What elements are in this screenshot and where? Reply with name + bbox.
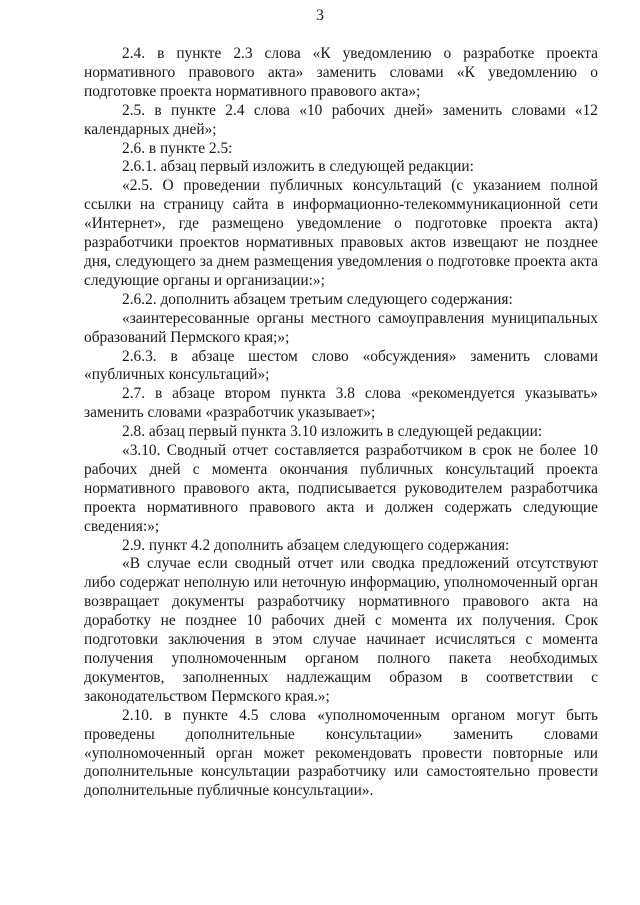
paragraph-2-6-1: 2.6.1. абзац первый изложить в следующей редакции: [122, 158, 474, 176]
paragraph-2-6: 2.6. в пункте 2.5: [122, 139, 233, 157]
paragraph-2-4: 2.4. в пункте 2.3 слова «К уведомлению о разработке проекта нормативного правового акта» заменить словами «К уведомлению о подготовке проекта нормативного правового акта»; [84, 45, 598, 100]
paragraph-2-9: 2.9. пункт 4.2 дополнить абзацем следующего содержания: [122, 536, 510, 554]
paragraph-quote-interested-bodies: «заинтересованные органы местного самоуправления муниципальных образований Пермского края;»; [84, 309, 598, 346]
document-body [84, 45, 598, 801]
page-number: 3 [316, 7, 324, 24]
paragraph-2-6-2: 2.6.2. дополнить абзацем третьим следующего содержания: [122, 290, 513, 308]
paragraph-quote-3-10: «3.10. Сводный отчет составляется разработчиком в срок не более 10 рабочих дней с момента окончания публичных консультаций проекта нормативного правового акта, подписывается руководителем разработчика проекта нормативного правового акта и должен содержать следующие сведения:»; [84, 442, 598, 535]
paragraph-quote-2-5: «2.5. О проведении публичных консультаций (с указанием полной ссылки на страницу сайта в информационно-телекоммуникационной сети «Интернет», где размещено уведомление о подготовке проекта акта) разработчики проектов нормативных правовых актов извещают не позднее дня, следующего за днем размещения уведомления о подготовке проекта акта следующие органы и организации:»; [84, 177, 598, 289]
paragraph-quote-4-2: «В случае если сводный отчет или сводка предложений отсутствуют либо содержат неполную или неточную информацию, уполномоченный орган возвращает документы разработчику нормативного правового акта на доработку не позднее 10 рабочих дней с момента их получения. Срок подготовки заключения в этом случае начинает исчисляться с момента получения уполномоченным органом полного пакета необходимых документов, заполненных надлежащим образом в соответствии с законодательством Пермского края.»; [84, 555, 598, 705]
paragraph-2-7: 2.7. в абзаце втором пункта 3.8 слова «рекомендуется указывать» заменить словами «разработчик указывает»; [84, 385, 598, 422]
paragraph-2-10: 2.10. в пункте 4.5 слова «уполномоченным органом могут быть проведены дополнительные консультации» заменить словами «уполномоченный орган может рекомендовать провести повторные или дополнительные консультации разработчику или самостоятельно провести дополнительные публичные консультации». [84, 706, 598, 800]
paragraph-2-8: 2.8. абзац первый пункта 3.10 изложить в следующей редакции: [122, 423, 543, 441]
paragraph-2-6-3: 2.6.3. в абзаце шестом слово «обсуждения» заменить словами «публичных консультаций»; [84, 347, 598, 384]
paragraph-2-5: 2.5. в пункте 2.4 слова «10 рабочих дней» заменить словами «12 календарных дней»; [84, 101, 598, 138]
